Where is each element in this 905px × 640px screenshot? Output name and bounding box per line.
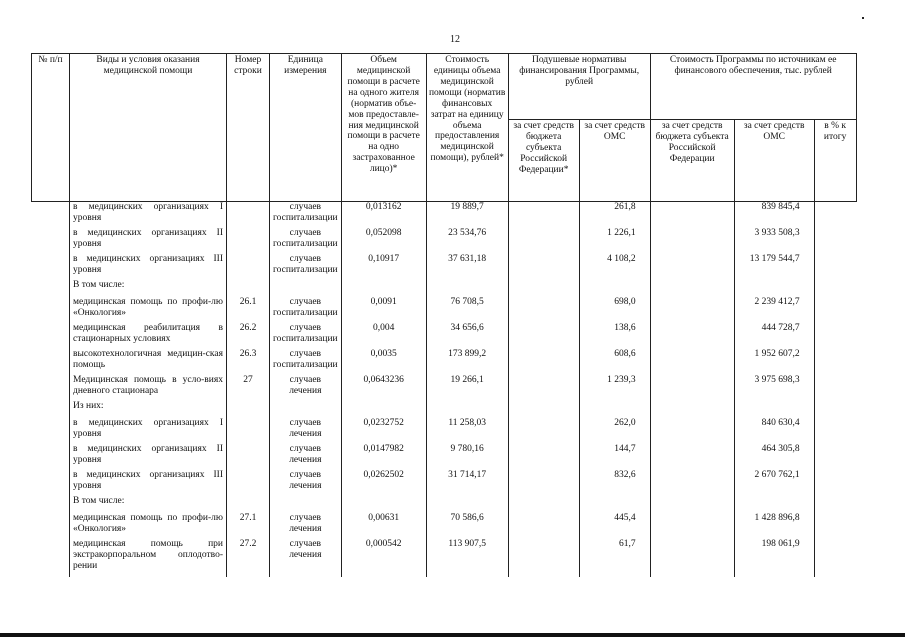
row-program-oms: 1 952 607,2 <box>734 349 814 375</box>
row-unit: случаев госпитализации <box>270 202 342 229</box>
header-per-capita-oms: за счет средств ОМС <box>579 120 650 202</box>
row-program-budget <box>650 470 734 496</box>
row-per-capita-oms <box>579 401 650 418</box>
row-cost: 76 708,5 <box>426 297 508 323</box>
row-index-cell <box>32 228 70 254</box>
row-cost: 37 631,18 <box>426 254 508 280</box>
row-volume <box>341 401 426 418</box>
row-per-capita-budget <box>508 496 579 513</box>
row-per-capita-oms: 138,6 <box>579 323 650 349</box>
row-number <box>227 401 270 418</box>
row-program-budget <box>650 349 734 375</box>
row-program-budget <box>650 254 734 280</box>
row-unit: случаев лечения <box>270 470 342 496</box>
row-per-capita-oms: 698,0 <box>579 297 650 323</box>
row-number: 27 <box>227 375 270 401</box>
table-row <box>32 513 857 539</box>
row-program-percent <box>814 202 856 229</box>
table-row <box>32 401 857 418</box>
row-number <box>227 444 270 470</box>
row-cost: 31 714,17 <box>426 470 508 496</box>
row-program-budget <box>650 444 734 470</box>
row-cost <box>426 496 508 513</box>
row-volume: 0,0643236 <box>341 375 426 401</box>
row-per-capita-oms: 832,6 <box>579 470 650 496</box>
header-per-capita: Подушевые нормативы финансирования Программы, рублей <box>508 54 650 120</box>
row-unit: случаев госпитализации <box>270 228 342 254</box>
row-program-oms <box>734 401 814 418</box>
row-name: в медицинских организациях III уровня <box>70 254 227 280</box>
row-program-oms <box>734 496 814 513</box>
table-row <box>32 418 857 444</box>
row-cost: 70 586,6 <box>426 513 508 539</box>
row-number: 26.2 <box>227 323 270 349</box>
row-index-cell <box>32 470 70 496</box>
bottom-border <box>0 633 905 637</box>
row-index-cell <box>32 496 70 513</box>
row-program-percent <box>814 297 856 323</box>
row-unit: случаев лечения <box>270 513 342 539</box>
row-program-budget <box>650 418 734 444</box>
row-per-capita-budget <box>508 444 579 470</box>
row-volume: 0,052098 <box>341 228 426 254</box>
row-unit <box>270 280 342 297</box>
row-per-capita-budget <box>508 513 579 539</box>
row-program-percent <box>814 470 856 496</box>
row-number <box>227 418 270 444</box>
row-program-percent <box>814 280 856 297</box>
row-program-budget <box>650 401 734 418</box>
header-num: № п/п <box>32 54 70 202</box>
table-row <box>32 470 857 496</box>
row-per-capita-budget <box>508 323 579 349</box>
row-number: 27.2 <box>227 539 270 577</box>
row-per-capita-budget <box>508 280 579 297</box>
row-name: высокотехнологичная медицин-ская помощь <box>70 349 227 375</box>
row-per-capita-oms: 1 239,3 <box>579 375 650 401</box>
table-row <box>32 444 857 470</box>
row-per-capita-budget <box>508 375 579 401</box>
table-row <box>32 349 857 375</box>
page-number: 12 <box>450 34 460 45</box>
row-program-budget <box>650 496 734 513</box>
row-per-capita-budget <box>508 539 579 577</box>
row-index-cell <box>32 254 70 280</box>
header-cost: Стоимость единицы объема медицинской помощи (норматив финансовых затрат на единицу объема предоставления медицинской помощи), рублей* <box>426 54 508 202</box>
row-cost <box>426 401 508 418</box>
financing-table <box>31 53 857 577</box>
row-number <box>227 280 270 297</box>
row-program-percent <box>814 228 856 254</box>
row-cost: 19 266,1 <box>426 375 508 401</box>
table-row <box>32 280 857 297</box>
row-index-cell <box>32 202 70 229</box>
row-name: в медицинских организациях III уровня <box>70 470 227 496</box>
row-index-cell <box>32 280 70 297</box>
table-row <box>32 375 857 401</box>
row-number <box>227 496 270 513</box>
row-unit: случаев госпитализации <box>270 323 342 349</box>
row-name: в медицинских организациях II уровня <box>70 444 227 470</box>
row-index-cell <box>32 375 70 401</box>
row-name: В том числе: <box>70 496 227 513</box>
row-program-oms: 840 630,4 <box>734 418 814 444</box>
row-cost <box>426 280 508 297</box>
header-row-number: Номер строки <box>227 54 270 202</box>
row-cost: 9 780,16 <box>426 444 508 470</box>
row-program-oms: 13 179 544,7 <box>734 254 814 280</box>
row-name: Из них: <box>70 401 227 418</box>
row-program-percent <box>814 513 856 539</box>
row-volume <box>341 496 426 513</box>
table-row <box>32 254 857 280</box>
row-program-budget <box>650 375 734 401</box>
row-program-oms: 2 239 412,7 <box>734 297 814 323</box>
header-volume: Объем медицинской помощи в расчете на одного жителя (норматив объе-мов предоставле-ния медицинской помощи в расчете на одно застрахованное лицо)* <box>341 54 426 202</box>
row-per-capita-oms: 445,4 <box>579 513 650 539</box>
header-unit: Единица измерения <box>270 54 342 202</box>
row-number: 26.3 <box>227 349 270 375</box>
row-unit: случаев лечения <box>270 418 342 444</box>
row-per-capita-budget <box>508 254 579 280</box>
row-index-cell <box>32 401 70 418</box>
row-name: в медицинских организациях I уровня <box>70 418 227 444</box>
row-volume: 0,10917 <box>341 254 426 280</box>
row-program-percent <box>814 375 856 401</box>
row-per-capita-oms: 1 226,1 <box>579 228 650 254</box>
row-volume: 0,0035 <box>341 349 426 375</box>
row-unit: случаев лечения <box>270 444 342 470</box>
row-program-oms: 3 933 508,3 <box>734 228 814 254</box>
row-per-capita-budget <box>508 418 579 444</box>
row-index-cell <box>32 539 70 577</box>
table-row <box>32 323 857 349</box>
row-per-capita-oms: 608,6 <box>579 349 650 375</box>
row-unit <box>270 496 342 513</box>
row-program-oms: 2 670 762,1 <box>734 470 814 496</box>
row-program-percent <box>814 349 856 375</box>
row-volume: 0,0262502 <box>341 470 426 496</box>
header-per-capita-budget: за счет средств бюджета субъекта Российской Федерации* <box>508 120 579 202</box>
row-cost: 23 534,76 <box>426 228 508 254</box>
row-per-capita-budget <box>508 470 579 496</box>
table-body <box>32 202 857 578</box>
row-volume: 0,0091 <box>341 297 426 323</box>
row-program-budget <box>650 323 734 349</box>
row-unit: случаев госпитализации <box>270 349 342 375</box>
row-per-capita-oms: 144,7 <box>579 444 650 470</box>
row-index-cell <box>32 297 70 323</box>
row-volume <box>341 280 426 297</box>
header-program-percent: в % к итогу <box>814 120 856 202</box>
row-cost: 11 258,03 <box>426 418 508 444</box>
row-name: медицинская помощь при экстракорпоральном оплодотво-рении <box>70 539 227 577</box>
row-volume: 0,004 <box>341 323 426 349</box>
table-header <box>32 54 857 202</box>
row-program-oms: 1 428 896,8 <box>734 513 814 539</box>
row-program-oms: 839 845,4 <box>734 202 814 229</box>
row-index-cell <box>32 513 70 539</box>
row-index-cell <box>32 349 70 375</box>
row-number <box>227 254 270 280</box>
header-kinds: Виды и условия оказания медицинской помощи <box>70 54 227 202</box>
row-volume: 0,00631 <box>341 513 426 539</box>
row-per-capita-oms: 61,7 <box>579 539 650 577</box>
header-program-budget: за счет средств бюджета субъекта Российской Федерации <box>650 120 734 202</box>
row-program-percent <box>814 323 856 349</box>
row-per-capita-oms: 261,8 <box>579 202 650 229</box>
row-number: 26.1 <box>227 297 270 323</box>
row-per-capita-budget <box>508 401 579 418</box>
row-name: медицинская реабилитация в стационарных условиях <box>70 323 227 349</box>
row-volume: 0,0147982 <box>341 444 426 470</box>
row-cost: 173 899,2 <box>426 349 508 375</box>
row-cost: 113 907,5 <box>426 539 508 577</box>
row-number <box>227 202 270 229</box>
row-name: Медицинская помощь в усло-виях дневного стационара <box>70 375 227 401</box>
row-program-budget <box>650 280 734 297</box>
table-row <box>32 202 857 229</box>
row-unit <box>270 401 342 418</box>
row-unit: случаев госпитализации <box>270 297 342 323</box>
row-number <box>227 470 270 496</box>
row-program-budget <box>650 202 734 229</box>
row-program-percent <box>814 539 856 577</box>
row-name: в медицинских организациях II уровня <box>70 228 227 254</box>
row-index-cell <box>32 444 70 470</box>
row-per-capita-budget <box>508 297 579 323</box>
row-per-capita-budget <box>508 202 579 229</box>
row-program-percent <box>814 401 856 418</box>
row-name: медицинская помощь по профи-лю «Онкология» <box>70 297 227 323</box>
row-program-oms: 3 975 698,3 <box>734 375 814 401</box>
table-row <box>32 539 857 577</box>
row-cost: 19 889,7 <box>426 202 508 229</box>
row-volume: 0,013162 <box>341 202 426 229</box>
table-row <box>32 228 857 254</box>
row-program-oms <box>734 280 814 297</box>
row-unit: случаев лечения <box>270 539 342 577</box>
row-program-percent <box>814 496 856 513</box>
row-name: медицинская помощь по профи-лю «Онкология» <box>70 513 227 539</box>
row-program-oms: 464 305,8 <box>734 444 814 470</box>
row-per-capita-oms: 4 108,2 <box>579 254 650 280</box>
row-volume: 0,000542 <box>341 539 426 577</box>
row-program-budget <box>650 297 734 323</box>
header-program-oms: за счет средств ОМС <box>734 120 814 202</box>
row-program-budget <box>650 539 734 577</box>
row-name: в медицинских организациях I уровня <box>70 202 227 229</box>
table-row <box>32 297 857 323</box>
row-volume: 0,0232752 <box>341 418 426 444</box>
row-program-oms: 198 061,9 <box>734 539 814 577</box>
scan-mark <box>862 17 864 19</box>
row-per-capita-oms <box>579 496 650 513</box>
row-index-cell <box>32 323 70 349</box>
row-program-percent <box>814 418 856 444</box>
header-program-cost: Стоимость Программы по источникам ее финансового обеспечения, тыс. рублей <box>650 54 856 120</box>
row-unit: случаев госпитализации <box>270 254 342 280</box>
row-unit: случаев лечения <box>270 375 342 401</box>
row-index-cell <box>32 418 70 444</box>
row-per-capita-oms: 262,0 <box>579 418 650 444</box>
row-number <box>227 228 270 254</box>
row-program-percent <box>814 254 856 280</box>
table-row <box>32 496 857 513</box>
row-number: 27.1 <box>227 513 270 539</box>
row-program-oms: 444 728,7 <box>734 323 814 349</box>
row-program-percent <box>814 444 856 470</box>
row-per-capita-budget <box>508 349 579 375</box>
row-per-capita-oms <box>579 280 650 297</box>
row-program-budget <box>650 228 734 254</box>
row-program-budget <box>650 513 734 539</box>
row-name: В том числе: <box>70 280 227 297</box>
row-per-capita-budget <box>508 228 579 254</box>
row-cost: 34 656,6 <box>426 323 508 349</box>
